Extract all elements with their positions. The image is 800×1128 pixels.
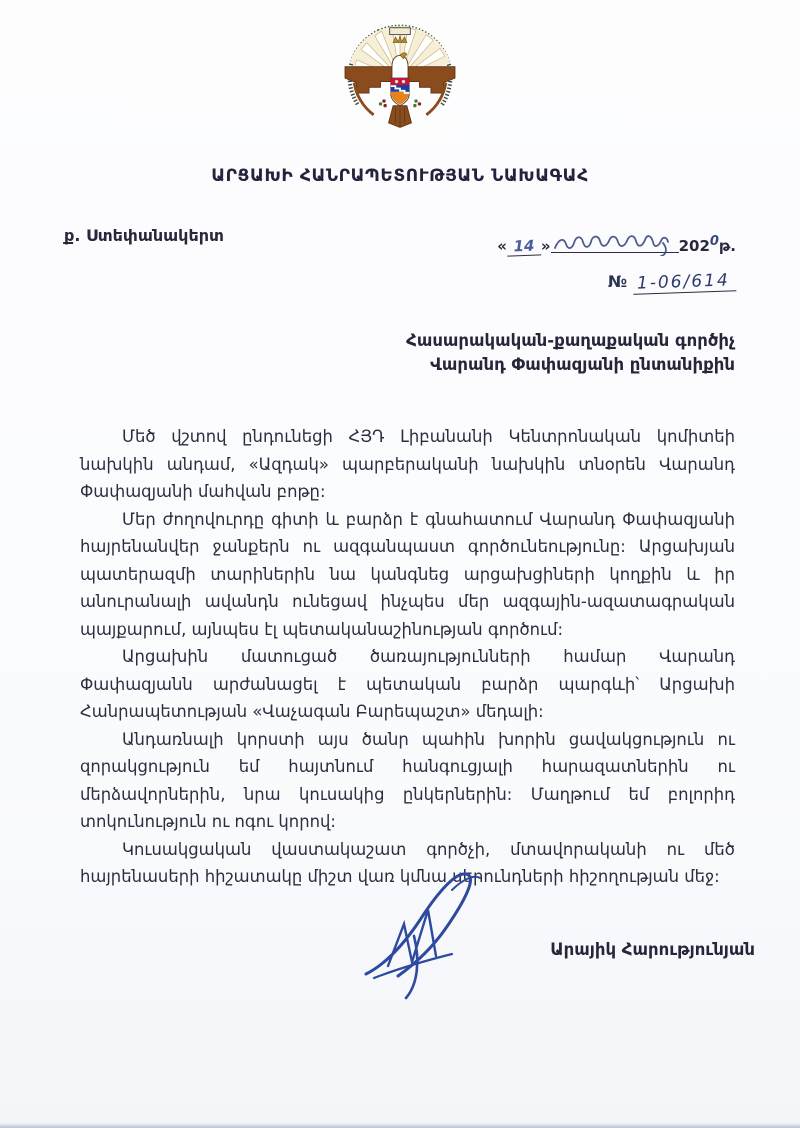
- doc-number-handwritten: 1-06/614: [633, 270, 736, 295]
- paragraph-3: Արցախին մատուցած ծառայությունների համար Վարանդ Փափազյանն արժանացել է պետական բարձր պարգևի՝ Արցախի Հանրապետության «Վաչագան Բարեպաշտ» մեդալի:: [80, 647, 735, 721]
- meta-row: [0, 226, 800, 256]
- scan-edge-shadow: [0, 1123, 800, 1128]
- addressee-block: [0, 329, 800, 377]
- date-month-handwritten-scribble: [551, 230, 679, 253]
- signature-block: [0, 862, 755, 1006]
- paragraph-4: Անդառնալի կորստի այս ծանր պահին խորին ցավակցություն ու զորակցություն եմ հայտնում հանգուցյալի հարազատներին ու մերձավորներին, նրա կուսակից ընկերներին: Մաղթում եմ բոլորիդ տոկունություն ու ոգու կորով:: [80, 729, 735, 831]
- place-label: ք. Ստեփանակերտ: [64, 226, 224, 245]
- signer-name: Արայիկ Հարությունյան: [550, 939, 755, 959]
- paragraph-2: Մեր ժողովուրդը գիտի և բարձր է գնահատում Վարանդ Փափազյանի հայրենանվեր ջանքերն ու ազգանպաստ գործունեությունը: Արցախյան պատերազմի տարիներին նա կանգնեց արցախցիների կողքին և իր անուրանալի ավանդն ունեցավ ինչպես մեր ազգային-ազատագրական պայքարում, այնպես էլ պետականաշինության գործում:: [80, 509, 735, 639]
- coat-of-arms-artsakh-icon: [337, 14, 463, 144]
- date-day-handwritten: 14: [507, 236, 542, 256]
- date-year-prefix: 202: [678, 237, 710, 255]
- addressee-line-1: Հասարակական-քաղաքական գործիչ: [406, 331, 735, 350]
- signature-ink-icon: [352, 862, 522, 1006]
- addressee-line-2: Վարանդ Փափազյանի ընտանիքին: [430, 355, 735, 374]
- letterhead-title: ԱՐՑԱԽԻ ՀԱՆՐԱՊԵՏՈՒԹՅԱՆ ՆԱԽԱԳԱՀ: [211, 166, 589, 186]
- letter-body: [0, 423, 800, 891]
- date-open-quote: «: [497, 237, 507, 255]
- doc-number-symbol: №: [607, 272, 629, 291]
- emblem-container: [0, 0, 800, 144]
- doc-number-line: [0, 272, 800, 293]
- date-year-digit-handwritten: 0: [709, 234, 719, 249]
- date-year-suffix: թ.: [718, 237, 736, 255]
- date-line: [497, 228, 736, 256]
- paragraph-1: Մեծ վշտով ընդունեցի ՀՅԴ Լիբանանի Կենտրոնական կոմիտեի նախկին անդամ, «Ազդակ» պարբերականի նախկին տնօրեն Վարանդ Փափազյանի մահվան բոթը:: [80, 427, 735, 501]
- paragraph-5: Կուսակցական վաստակաշատ գործչի, մտավորականի ու մեծ հայրենասերի հիշատակը միշտ վառ կմնա սերունդների հիշողության մեջ:: [80, 839, 735, 886]
- date-close-quote: »: [540, 237, 551, 255]
